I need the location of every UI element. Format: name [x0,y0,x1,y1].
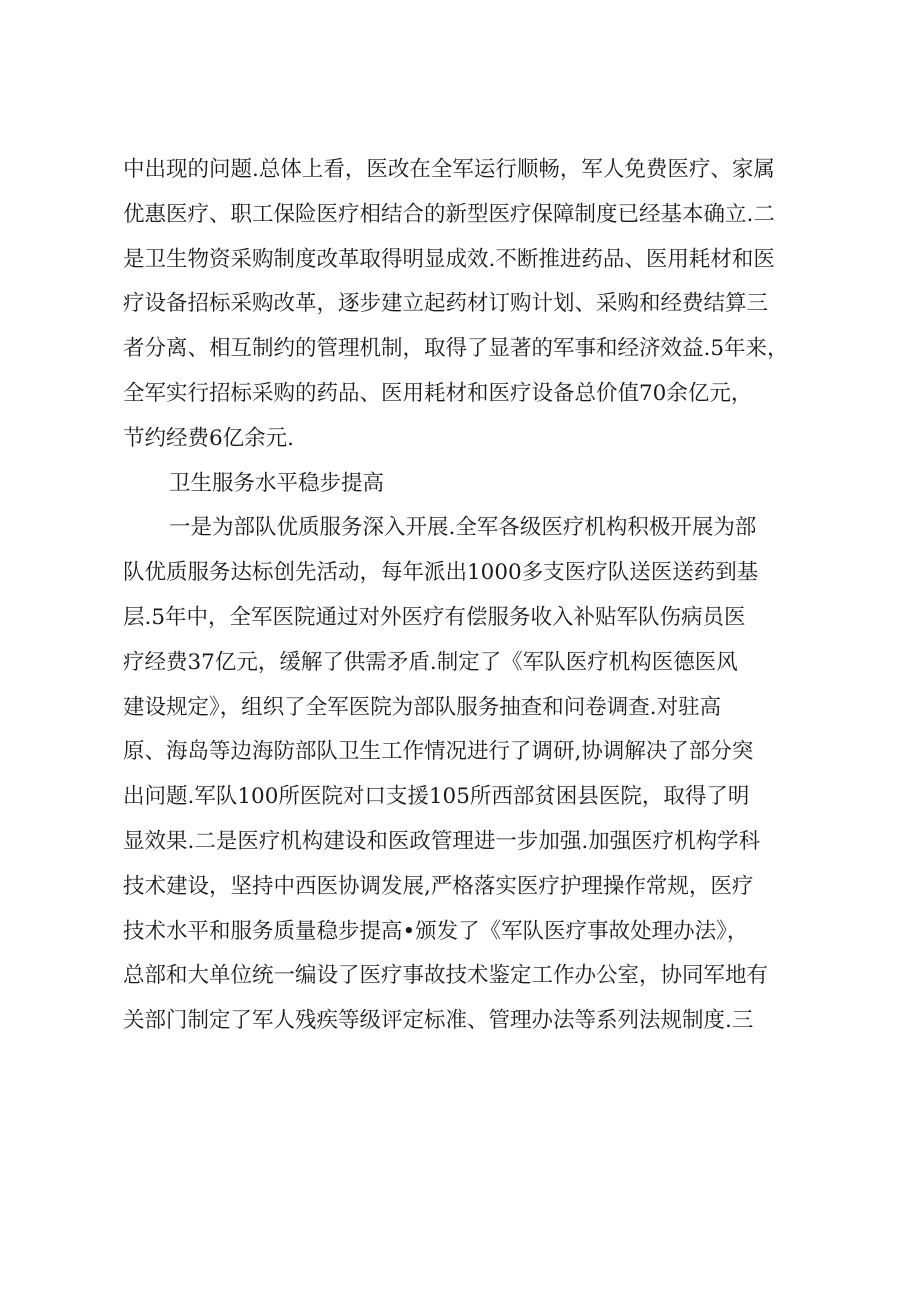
text-line: 总部和大单位统一编设了医疗事故技术鉴定工作办公室，协同军地有 [123,963,769,989]
text-line: 技术水平和服务质量稳步提高•颁发了《军队医疗事故处理办法》， [123,918,749,944]
text-line: 层.5年中，全军医院通过对外医疗有偿服务收入补贴军队伤病员医 [123,604,746,630]
text-line: 全军实行招标采购的药品、医用耗材和医疗设备总价值70余亿元， [123,380,753,406]
section-heading: 卫生服务水平稳步提高 [169,470,385,496]
document-body [123,148,803,1044]
text-line: 中出现的问题.总体上看，医改在全军运行顺畅，军人免费医疗、家属 [123,157,775,182]
text-line: 出问题.军队100所医院对口支援105所西部贫困县医院，取得了明 [123,784,750,810]
text-line: 显效果.二是医疗机构建设和医政管理进一步加强.加强医疗机构学科 [123,828,761,854]
text-line: 队优质服务达标创先活动，每年派出1000多支医疗队送医送药到基 [123,560,759,586]
text-line: 者分离、相互制约的管理机制，取得了显著的军事和经济效益.5年来， [123,336,789,362]
text-line: 一是为部队优质服务深入开展.全军各级医疗机构积极开展为部 [169,515,757,541]
text-line: 技术建设，坚持中西医协调发展,严格落实医疗护理操作常规，医疗 [123,873,754,899]
text-line: 原、海岛等边海防部队卫生工作情况进行了调研,协调解决了部分突 [123,739,754,765]
text-line: 节约经费6亿余元. [123,425,295,451]
text-line: 疗设备招标采购改革，逐步建立起药材订购计划、采购和经费结算三 [123,291,769,317]
text-line: 建设规定》，组织了全军医院为部队服务抽查和问卷调查.对驻高 [123,694,722,720]
text-line: 疗经费37亿元，缓解了供需矛盾.制定了《军队医疗机构医德医风 [123,649,738,675]
text-line: 是卫生物资采购制度改革取得明显成效.不断推进药品、医用耗材和医 [123,246,775,272]
text-line: 优惠医疗、职工保险医疗相结合的新型医疗保障制度已经基本确立.二 [123,201,775,227]
text-line: 关部门制定了军人残疾等级评定标准、管理办法等系列法规制度.三 [123,1008,754,1034]
